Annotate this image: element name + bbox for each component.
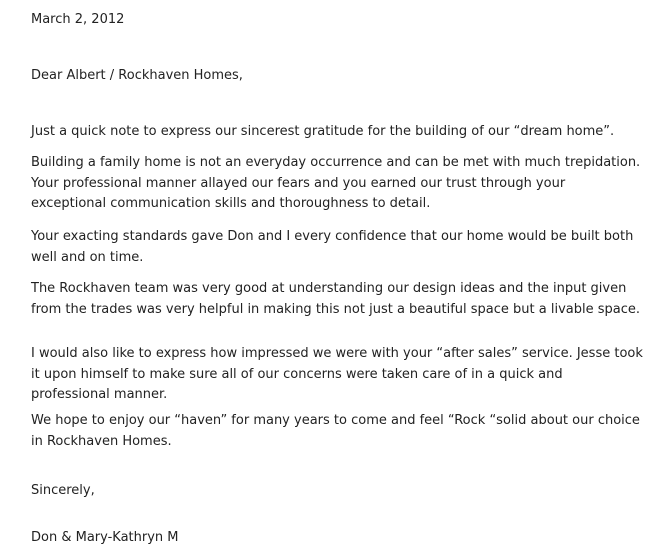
letter-paragraph: Just a quick note to express our sincerest gratitude for the building of our “dream home”. [31, 124, 615, 139]
letter-paragraph: The Rockhaven team was very good at understanding our design ideas and the input given from the trades was very helpful in making this not just a beautiful space but a livable space. [31, 281, 641, 317]
letter-salutation: Dear Albert / Rockhaven Homes, [31, 68, 243, 83]
letter-paragraph: Your exacting standards gave Don and I every confidence that our home would be built both well and on time. [31, 229, 634, 265]
letter-paragraph: Building a family home is not an everyday occurrence and can be met with much trepidation. Your professional manner allayed our fears and you earned our trust through your exceptional communication skills and thoroughness to detail. [31, 155, 641, 211]
letter-paragraph: I would also like to express how impressed we were with your “after sales” service. Jesse took it upon himself to make sure all of our concerns were taken care of in a quick and professional manner. [31, 346, 643, 402]
letter-closing: Sincerely, [31, 483, 95, 498]
letter-signature: Don & Mary-Kathryn M [31, 530, 179, 545]
letter-paragraph: We hope to enjoy our “haven” for many years to come and feel “Rock “solid about our choice in Rockhaven Homes. [31, 413, 640, 449]
letter-date: March 2, 2012 [31, 12, 125, 27]
